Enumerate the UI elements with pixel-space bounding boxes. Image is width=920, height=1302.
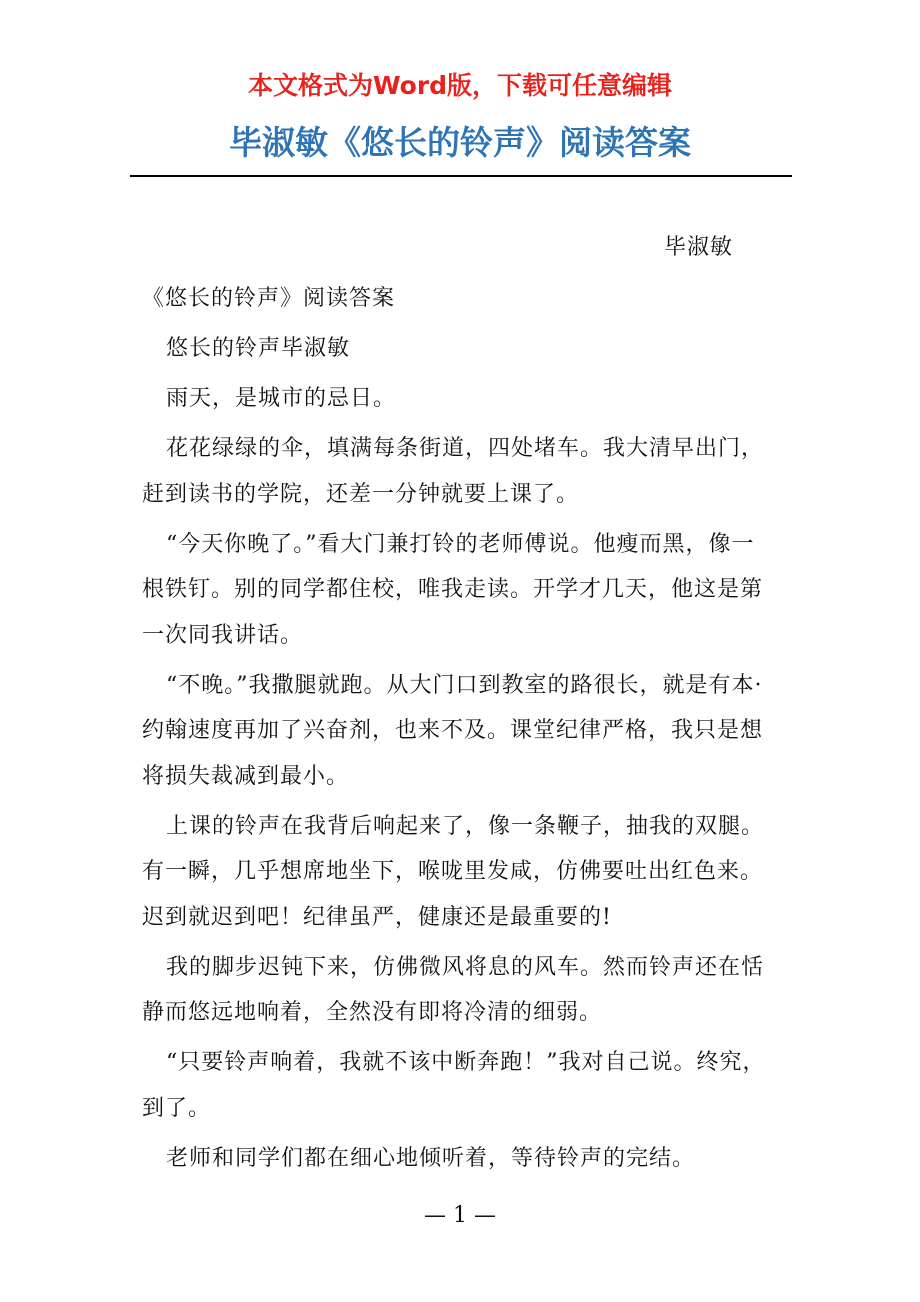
article-paragraph: 雨天，是城市的忌日。: [166, 386, 397, 411]
article-paragraph: “不晚。”我撒腿就跑。从大门口到教室的路很长，就是有本·约翰速度再加了兴奋剂，也来不及。课堂纪律严格，我只是想将损失裁减到最小。: [142, 672, 764, 789]
article-paragraph: 花花绿绿的伞，填满每条街道，四处堵车。我大清早出门，赶到读书的学院，还差一分钟就要上课了。: [142, 436, 765, 507]
article-paragraph: 我的脚步迟钝下来，仿佛微风将息的风车。然而铃声还在恬静而悠远地响着，全然没有即将冷清的细弱。: [142, 954, 765, 1025]
format-banner: 本文格式为Word版，下载可任意编辑: [247, 71, 673, 100]
page-number: — 1 —: [424, 1203, 496, 1228]
article-paragraph: 悠长的铃声毕淑敏: [166, 336, 351, 361]
document-title: 毕淑敏《悠长的铃声》阅读答案: [229, 123, 691, 162]
article-body: [142, 276, 772, 1186]
article-paragraph: “只要铃声响着，我就不该中断奔跑！”我对自己说。终究，到了。: [142, 1050, 766, 1121]
article-paragraph: 《悠长的铃声》阅读答案: [142, 286, 396, 311]
author-name: 毕淑敏: [664, 235, 734, 260]
article-paragraph: “今天你晚了。”看大门兼打铃的老师傅说。他瘦而黑，像一根铁钉。别的同学都住校，唯我走读。开学才几天，他这是第一次同我讲话。: [142, 531, 764, 648]
article-paragraph: 老师和同学们都在细心地倾听着，等待铃声的完结。: [166, 1145, 696, 1171]
title-divider: [130, 175, 792, 177]
article-paragraph: 上课的铃声在我背后响起来了，像一条鞭子，抽我的双腿。有一瞬，几乎想席地坐下，喉咙里发咸，仿佛要吐出红色来。迟到就迟到吧！纪律虽严，健康还是最重要的!: [142, 813, 765, 930]
